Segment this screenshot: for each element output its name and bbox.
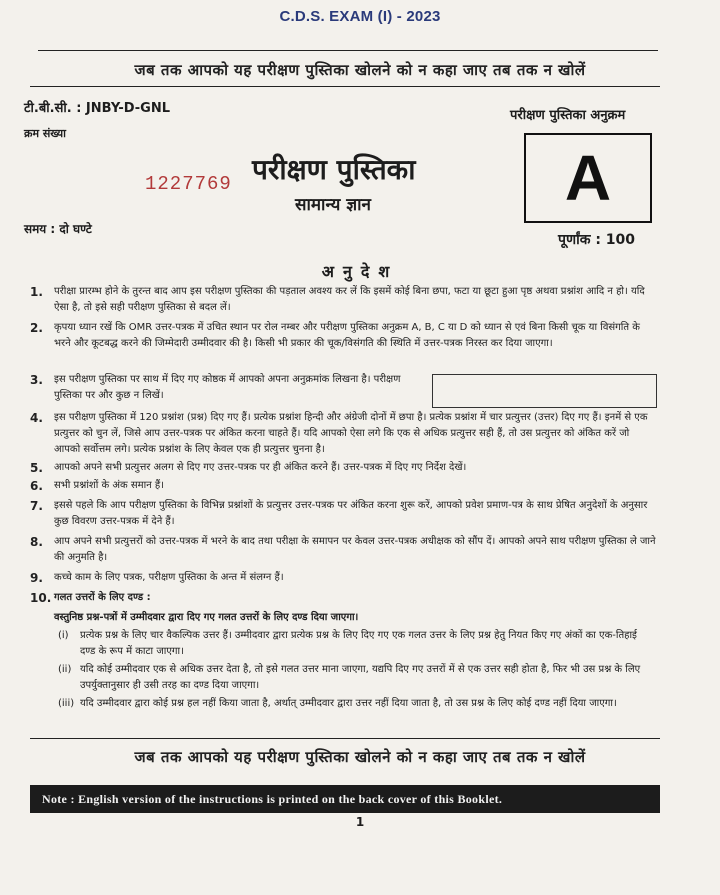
instruction-number: 9. bbox=[30, 571, 43, 585]
bottom-rule bbox=[30, 738, 660, 739]
instruction-text: आप अपने सभी प्रत्युत्तरों को उत्तर-पत्रक में भरने के बाद तथा परीक्षा के समापन पर केवल उत्तर-पत्रक अधीक्षक को सौंप दें। आपको अपने साथ परीक्षण पुस्तिका ले जाने की अनुमति है। bbox=[54, 536, 656, 563]
serial-number: 1227769 bbox=[145, 173, 232, 195]
time-allowed: समय : दो घण्टे bbox=[24, 222, 92, 236]
instruction-item bbox=[30, 498, 658, 530]
instruction-number: 8. bbox=[30, 535, 43, 549]
penalty-number: (i) bbox=[58, 630, 69, 641]
instruction-text: सभी प्रश्नांशों के अंक समान हैं। bbox=[54, 480, 164, 491]
instruction-number: 2. bbox=[30, 321, 43, 335]
instruction-text: इससे पहले कि आप परीक्षण पुस्तिका के विभिन्न प्रश्नांशों के प्रत्युत्तर उत्तर-पत्रक पर अंकित करना शुरू करें, आपको प्रवेश प्रमाण-पत्र के साथ प्रेषित अनुदेशों के अनुसार कुछ विवरण उत्तर-पत्रक में देने हैं। bbox=[54, 500, 648, 527]
instructions-heading: अनुदेश bbox=[321, 262, 399, 281]
instruction-number: 7. bbox=[30, 499, 43, 513]
tbc-code: टी.बी.सी. : JNBY-D-GNL bbox=[24, 101, 171, 116]
top-rule-2 bbox=[30, 86, 660, 87]
series-letter: A bbox=[564, 142, 612, 214]
instruction-item bbox=[30, 372, 430, 404]
penalty-item bbox=[58, 628, 654, 660]
roll-number-box[interactable] bbox=[432, 374, 657, 408]
instruction-number: 4. bbox=[30, 411, 43, 425]
instruction-text: आपको अपने सभी प्रत्युत्तर अलग से दिए गए उत्तर-पत्रक पर ही अंकित करने हैं। उत्तर-पत्रक में दिए गए निर्देश देखें। bbox=[54, 462, 467, 473]
penalty-text: प्रत्येक प्रश्न के लिए चार वैकल्पिक उत्तर हैं। उम्मीदवार द्वारा प्रत्येक प्रश्न के लिए दिए गए एक गलत उत्तर के लिए प्रश्न हेतु नियत किए गए अंकों का एक-तिहाई दण्ड के रूप में काटा जाएगा। bbox=[80, 630, 637, 657]
instruction-number: 3. bbox=[30, 373, 43, 387]
top-rule bbox=[38, 50, 658, 51]
instruction-text: कच्चे काम के लिए पत्रक, परीक्षण पुस्तिका के अन्त में संलग्न हैं। bbox=[54, 572, 284, 583]
serial-label: क्रम संख्या bbox=[24, 127, 66, 140]
instruction-text: कृपया ध्यान रखें कि OMR उत्तर-पत्रक में उचित स्थान पर रोल नम्बर और परीक्षण पुस्तिका अनुक्रम A, B, C या D को ध्यान से एवं बिना किसी चूक या विसंगति के भरने और कूटबद्ध करने की जिम्मेदारी उम्मीदवार की है। किसी भी प्रकार की चूक/विसंगति की स्थिति में उत्तर-पत्रक निरस्त कर दिया जाएगा। bbox=[54, 322, 640, 349]
instruction-number: 6. bbox=[30, 479, 43, 493]
max-marks: पूर्णांक : 100 bbox=[558, 232, 636, 248]
instruction-text: इस परीक्षण पुस्तिका में 120 प्रश्नांश (प्रश्न) दिए गए हैं। प्रत्येक प्रश्नांश हिन्दी और अंग्रेजी दोनों में छपा है। प्रत्येक प्रश्नांश में चार प्रत्युत्तर (उत्तर) दिए गए हैं। इनमें से एक प्रत्युत्तर को चुन लें, जिसे आप उत्तर-पत्रक पर अंकित करना चाहते हैं। यदि आपको ऐसा लगे कि एक से अधिक प्रत्युत्तर सही हैं, तो उस प्रत्युत्तर को अंकित करें जो आपको सर्वोत्तम लगे। प्रत्येक प्रश्नांश के लिए केवल एक ही प्रत्युत्तर चुनना है। bbox=[54, 412, 648, 455]
penalty-number: (ii) bbox=[58, 664, 72, 675]
penalty-text: यदि उम्मीदवार द्वारा कोई प्रश्न हल नहीं किया जाता है, अर्थात् उम्मीदवार द्वारा उत्तर नहीं दिया जाता है, तो उस प्रश्न के लिए कोई दण्ड नहीं दिया जाएगा। bbox=[80, 698, 617, 709]
subject-title: सामान्य ज्ञान bbox=[295, 195, 371, 215]
penalty-text: यदि कोई उम्मीदवार एक से अधिक उत्तर देता है, तो इसे गलत उत्तर माना जाएगा, यद्यपि दिए गए उत्तरों में से एक उत्तर सही होता है, फिर भी उस प्रश्न के लिए उपर्युक्तानुसार ही उसी तरह का दण्ड दिया जाएगा। bbox=[80, 664, 641, 691]
instruction-number: 5. bbox=[30, 461, 43, 475]
instruction-item bbox=[30, 320, 658, 352]
instruction-item bbox=[30, 590, 658, 606]
series-box bbox=[524, 133, 652, 223]
instruction-item bbox=[30, 570, 658, 586]
instruction-item bbox=[30, 534, 658, 566]
instruction-text: गलत उत्तरों के लिए दण्ड : bbox=[54, 592, 151, 603]
instruction-number: 1. bbox=[30, 285, 43, 299]
instruction-item bbox=[30, 410, 658, 458]
bottom-banner: जब तक आपको यह परीक्षण पुस्तिका खोलने को न कहा जाए तब तक न खोलें bbox=[134, 748, 586, 766]
booklet-title: परीक्षण पुस्तिका bbox=[252, 153, 416, 186]
instruction-item bbox=[30, 284, 658, 316]
top-banner: जब तक आपको यह परीक्षण पुस्तिका खोलने को न कहा जाए तब तक न खोलें bbox=[134, 61, 586, 79]
exam-title: C.D.S. EXAM (I) - 2023 bbox=[279, 8, 441, 25]
booklet-series-label: परीक्षण पुस्तिका अनुक्रम bbox=[510, 108, 626, 123]
instruction-number: 10. bbox=[30, 591, 52, 605]
instruction-text: परीक्षा प्रारम्भ होने के तुरन्त बाद आप इस परीक्षण पुस्तिका की पड़ताल अवश्य कर लें कि इसमें कोई बिना छपा, फटा या छूटा हुआ पृष्ठ अथवा प्रश्नांश आदि न हो। यदि ऐसा है, तो इसे सही परीक्षण पुस्तिका से बदल लें। bbox=[54, 286, 645, 313]
note-bar: Note : English version of the instructions is printed on the back cover of this Booklet. bbox=[30, 785, 660, 813]
penalty-intro: वस्तुनिष्ठ प्रश्न-पत्रों में उम्मीदवार द्वारा दिए गए गलत उत्तरों के लिए दण्ड दिया जाएगा। bbox=[54, 612, 359, 623]
instruction-item bbox=[30, 478, 658, 494]
penalty-item bbox=[58, 696, 654, 712]
penalty-item bbox=[58, 662, 654, 694]
instruction-text: इस परीक्षण पुस्तिका पर साथ में दिए गए कोष्ठक में आपको अपना अनुक्रमांक लिखना है। परीक्षण पुस्तिका पर और कुछ न लिखें। bbox=[54, 374, 401, 401]
instruction-item bbox=[30, 460, 658, 476]
penalty-number: (iii) bbox=[58, 698, 75, 709]
page-number: 1 bbox=[355, 815, 365, 829]
